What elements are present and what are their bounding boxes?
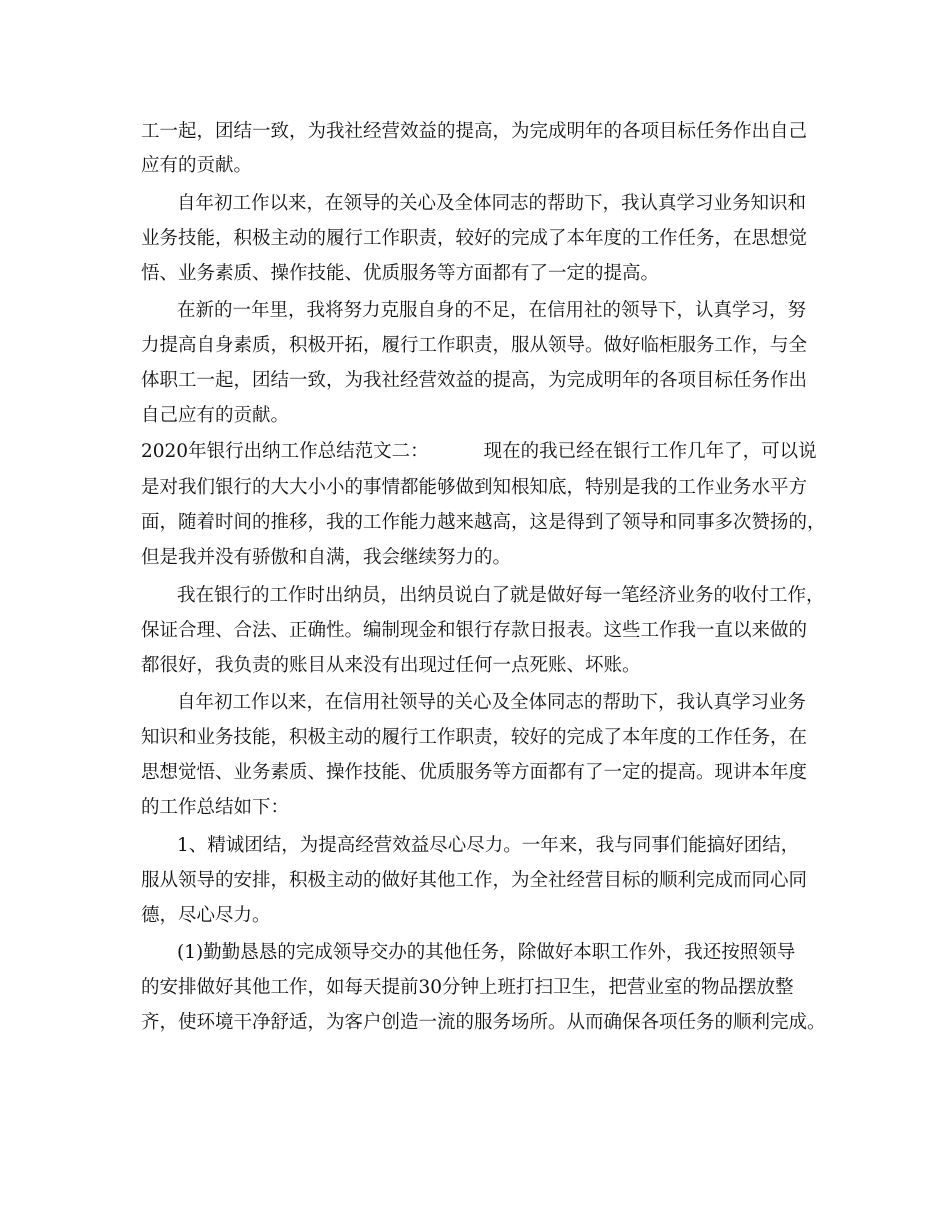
text-line: 是对我们银行的大大小小的事情都能够做到知根知底，特别是我的工作业务水平方 [141, 477, 808, 498]
text-line: 工一起，团结一致，为我社经营效益的提高，为完成明年的各项目标任务作出自己 [141, 121, 808, 142]
text-line: 体职工一起，团结一致，为我社经营效益的提高，为完成明年的各项目标任务作出 [141, 370, 808, 391]
text-line: 面，随着时间的推移，我的工作能力越来越高，这是得到了领导和同事多次赞扬的， [141, 512, 826, 533]
text-line: 但是我并没有骄傲和自满，我会继续努力的。 [141, 547, 512, 568]
text-line: 服从领导的安排，积极主动的做好其他工作，为全社经营目标的顺利完成而同心同 [141, 870, 808, 891]
text-line: 知识和业务技能，积极主动的履行工作职责，较好的完成了本年度的工作任务，在 [141, 727, 808, 748]
text-line: 齐，使环境干净舒适，为客户创造一流的服务场所。从而确保各项任务的顺利完成。 [141, 1012, 826, 1033]
section-heading-line [141, 441, 817, 463]
text-line: 思想觉悟、业务素质、操作技能、优质服务等方面都有了一定的提高。现讲本年度 [141, 762, 808, 783]
text-line: 自年初工作以来，在信用社领导的关心及全体同志的帮助下，我认真学习业务 [177, 692, 807, 713]
text-line: 德，尽心尽力。 [141, 905, 271, 926]
section-heading: 2020年银行出纳工作总结范文二： [141, 441, 429, 462]
section-lead-text: 现在的我已经在银行工作几年了，可以说 [483, 441, 817, 462]
text-line: 都很好，我负责的账目从来没有出现过任何一点死账、坏账。 [141, 655, 641, 676]
text-line: 悟、业务素质、操作技能、优质服务等方面都有了一定的提高。 [141, 263, 660, 284]
text-line: 自年初工作以来，在领导的关心及全体同志的帮助下，我认真学习业务知识和 [177, 193, 807, 214]
text-line: 保证合理、合法、正确性。编制现金和银行存款日报表。这些工作我一直以来做的 [141, 620, 808, 641]
text-line: 的安排做好其他工作，如每天提前30分钟上班打扫卫生，把营业室的物品摆放整 [141, 977, 794, 998]
text-line: 力提高自身素质，积极开拓，履行工作职责，服从领导。做好临柜服务工作，与全 [141, 335, 808, 356]
text-line: (1)勤勤恳恳的完成领导交办的其他任务，除做好本职工作外，我还按照领导 [177, 942, 796, 963]
text-line: 在新的一年里，我将努力克服自身的不足，在信用社的领导下，认真学习，努 [177, 300, 807, 321]
text-line: 自己应有的贡献。 [141, 405, 290, 426]
text-line: 1、精诚团结，为提高经营效益尽心尽力。一年来，我与同事们能搞好团结， [177, 835, 800, 856]
text-line: 业务技能，积极主动的履行工作职责，较好的完成了本年度的工作任务，在思想觉 [141, 228, 808, 249]
text-line: 的工作总结如下： [141, 797, 290, 818]
text-line: 我在银行的工作时出纳员，出纳员说白了就是做好每一笔经济业务的收付工作， [177, 585, 825, 606]
text-line: 应有的贡献。 [141, 155, 253, 176]
